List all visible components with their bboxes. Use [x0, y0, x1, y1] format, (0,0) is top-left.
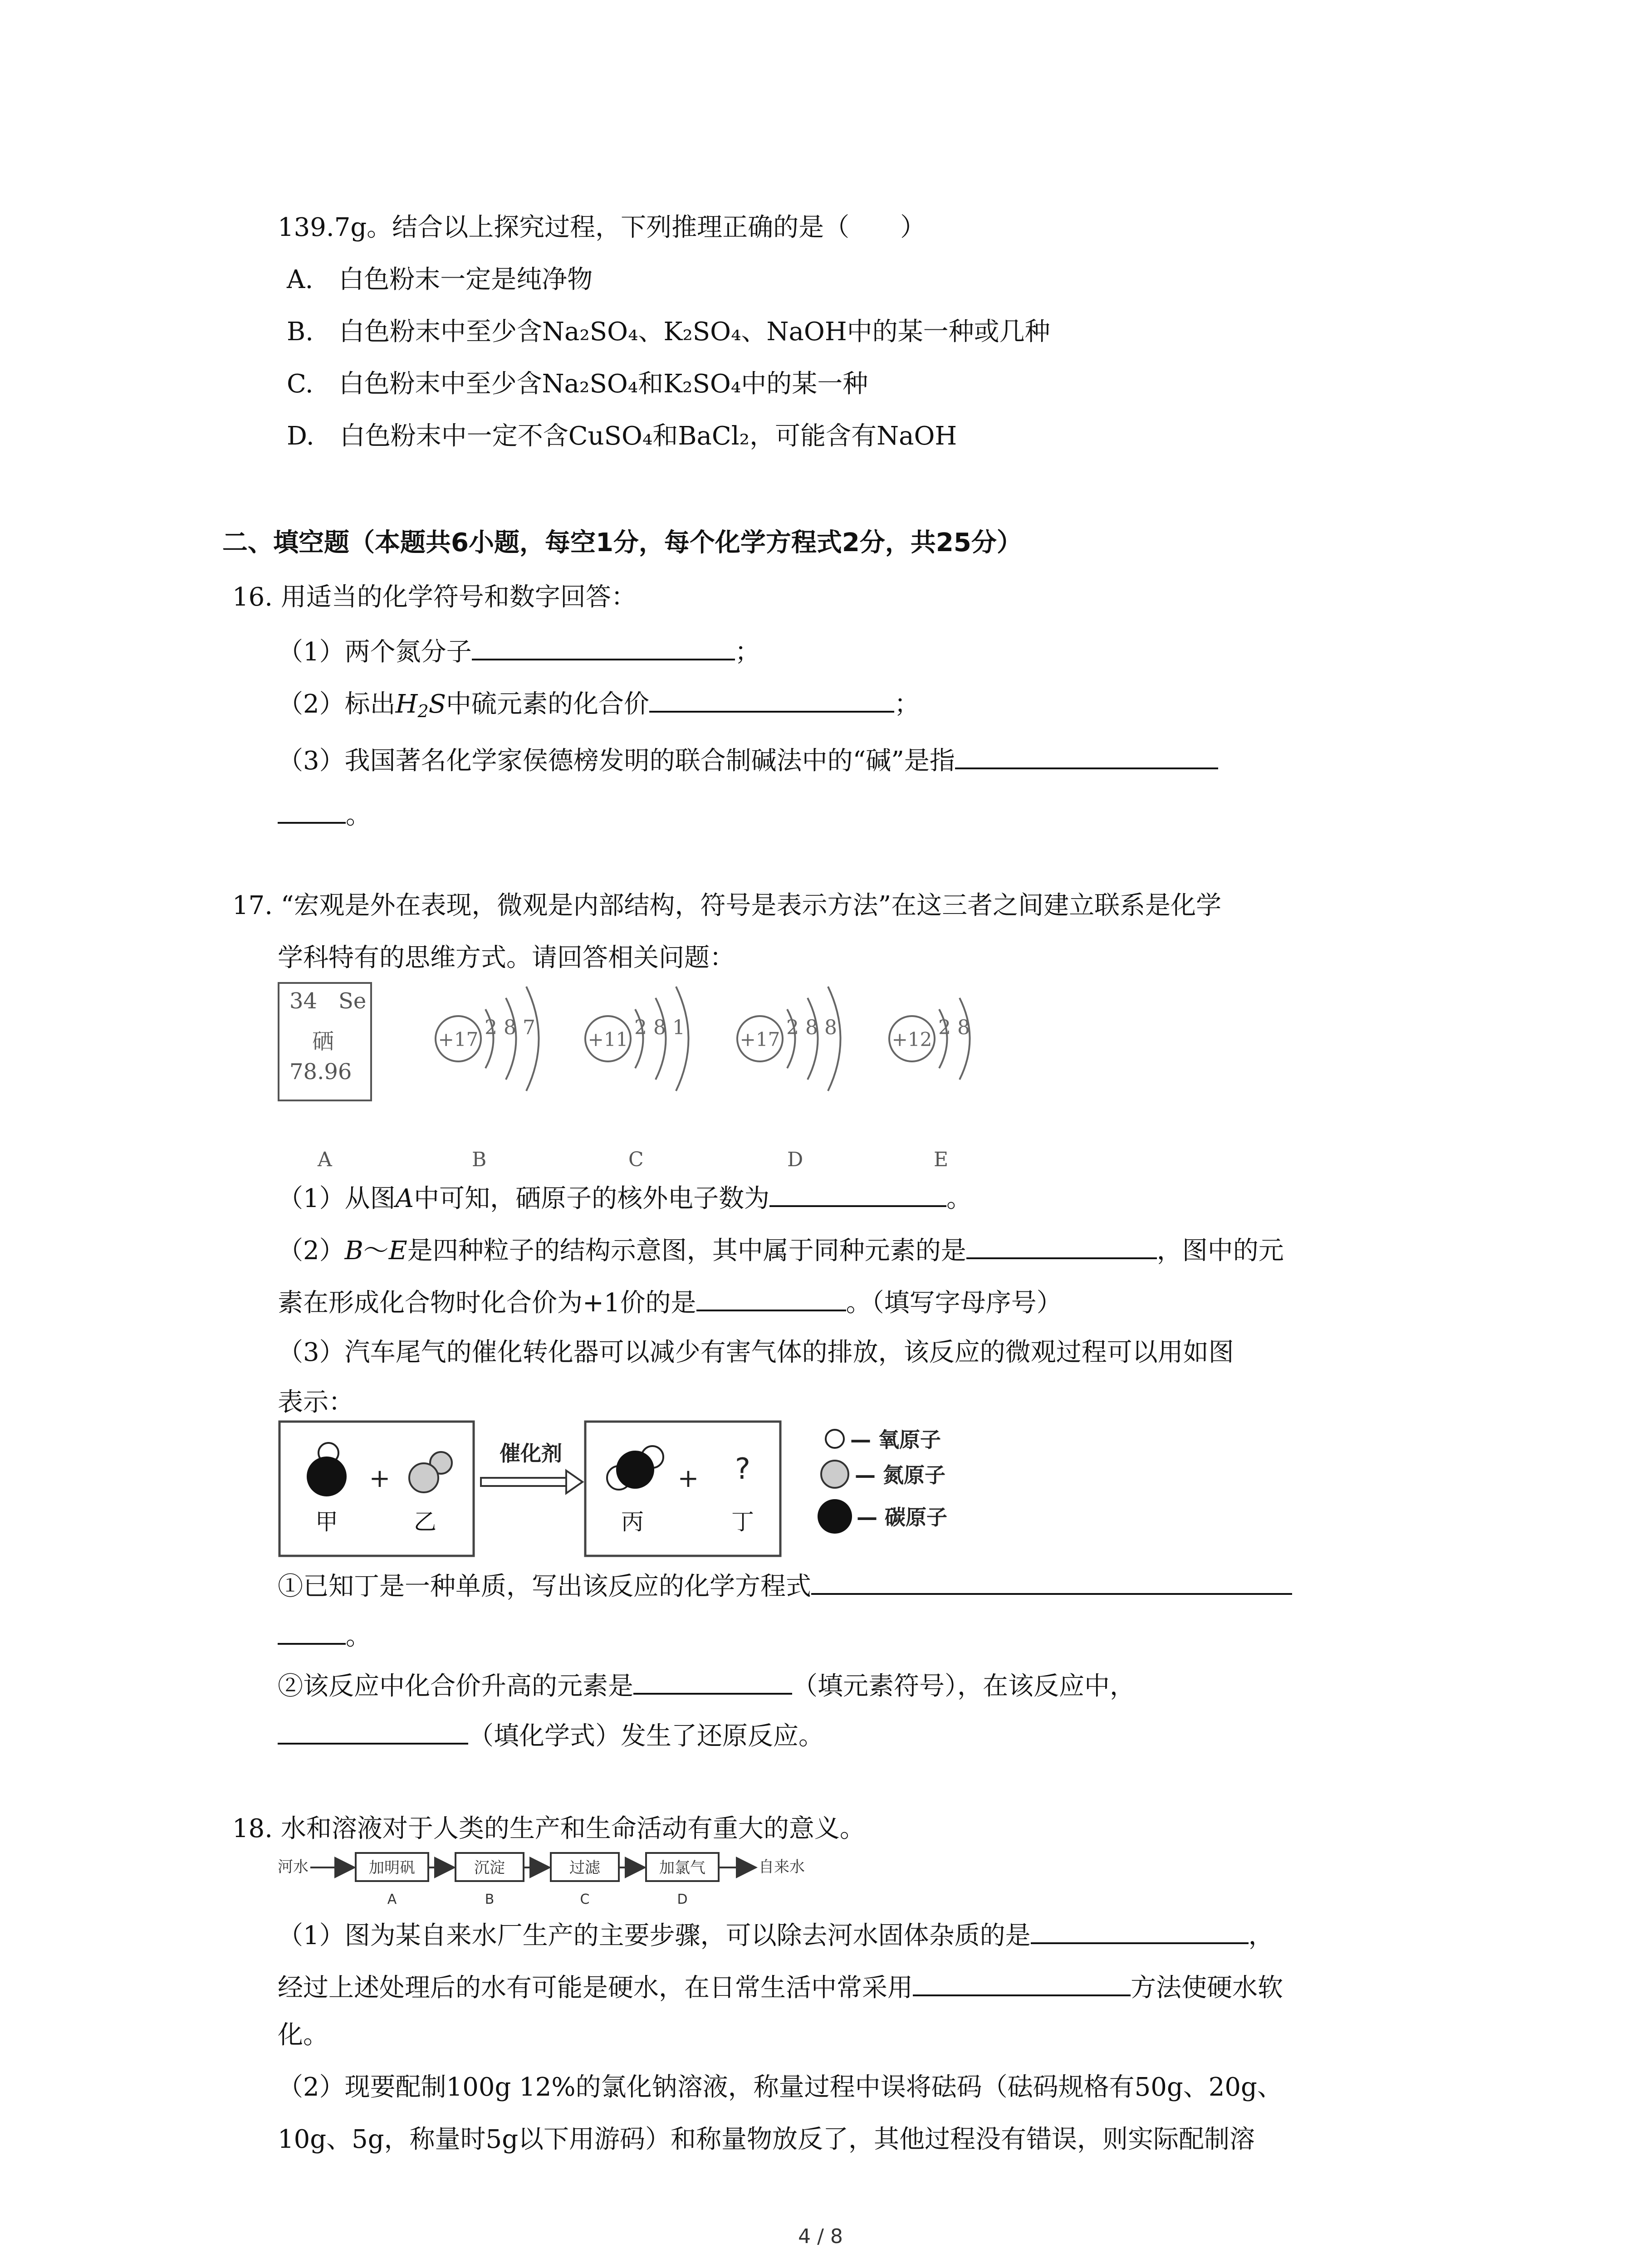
- q16-stem: 16. 用适当的化学符号和数字回答：: [232, 582, 637, 612]
- q16-part3-cont: [278, 798, 371, 830]
- q17-part1-end: 。: [946, 1184, 972, 1213]
- q17-part2-text-b: 是四种粒子的结构示意图，其中属于同种元素的是: [407, 1236, 966, 1266]
- answer-blank[interactable]: [649, 687, 894, 713]
- answer-blank[interactable]: [913, 1971, 1131, 1996]
- q17-part2: （2）B～E是四种粒子的结构示意图，其中属于同种元素的是 ，图中的元: [278, 1234, 1284, 1266]
- label-jia: 甲: [315, 1509, 338, 1535]
- q15-option-a: A. 白色粉末一定是纯净物: [287, 265, 593, 294]
- figure-label-b: B: [472, 1148, 487, 1171]
- q17-c2-cont: [278, 1719, 824, 1751]
- q16-part2-text-b: 中硫元素的化合价: [446, 689, 650, 719]
- italic-a: A: [395, 1184, 414, 1213]
- nucleus-e: +12: [892, 1028, 932, 1051]
- figure-label-c: C: [628, 1148, 644, 1171]
- answer-blank[interactable]: [472, 635, 735, 660]
- flow-end: 自来水: [759, 1858, 805, 1876]
- molecule-yi: [409, 1452, 452, 1492]
- flow-step-c: 过滤: [569, 1859, 600, 1877]
- flow-step-b: 沉淀: [474, 1859, 505, 1877]
- flow-letter-c: C: [580, 1892, 590, 1907]
- shells-d: 2 8 8: [786, 1016, 837, 1039]
- flow-step-a: 加明矾: [369, 1859, 415, 1877]
- q16-part2-text-a: （2）标出: [278, 689, 396, 719]
- nucleus-d: +17: [740, 1028, 780, 1051]
- atom-diagram-c: [585, 987, 689, 1091]
- atom-diagram-e: [889, 998, 970, 1080]
- legend-nitrogen-label: — 氮原子: [855, 1463, 946, 1487]
- element-name: 硒: [312, 1029, 334, 1054]
- q17-part2-text-a: （2）: [278, 1236, 345, 1266]
- label-bing: 丙: [621, 1509, 644, 1535]
- q16-part3-end: 。: [346, 801, 371, 830]
- reaction-arrow: [481, 1471, 583, 1493]
- q18-part2-line2: 10g、5g，称量时5g以下用游码）和称量物放反了，其他过程没有错误，则实际配制溶: [278, 2125, 1255, 2154]
- answer-blank[interactable]: [696, 1286, 846, 1311]
- q17-stem-line2: 学科特有的思维方式。请回答相关问题：: [278, 943, 735, 973]
- shells-b: 2 8 7: [485, 1016, 535, 1039]
- q18-part1-text-c: 经过上述处理后的水有可能是硬水，在日常生活中常采用: [278, 1973, 913, 2003]
- molecule-jia: [307, 1443, 347, 1496]
- element-symbol: Se: [338, 988, 367, 1014]
- answer-blank[interactable]: [278, 1719, 468, 1745]
- answer-blank[interactable]: [278, 1619, 346, 1645]
- q17-stem-line1: 17. “宏观是外在表现，微观是内部结构，符号是表示方法”在这三者之间建立联系是化学: [232, 891, 1222, 920]
- q17-c1: [278, 1569, 1292, 1601]
- catalyst-label: 催化剂: [500, 1441, 562, 1466]
- plus-sign: +: [369, 1464, 391, 1493]
- italic-range: B: [344, 1236, 363, 1266]
- legend-nitrogen-symbol: [821, 1461, 848, 1488]
- q18-part1-text-d: 方法使硬水软: [1131, 1973, 1283, 2003]
- q17-c1-text: ①已知丁是一种单质，写出该反应的化学方程式: [278, 1572, 811, 1601]
- q18-part2-line1: （2）现要配制100g 12%的氯化钠溶液，称量过程中误将砝码（砝码规格有50g、20g、: [278, 2072, 1283, 2102]
- q15-option-d: D. 白色粉末中一定不含CuSO₄和BaCl₂，可能含有NaOH: [287, 421, 957, 451]
- atom-structure-diagrams: [408, 966, 1043, 1116]
- q16-part1-end: ；: [735, 637, 760, 667]
- answer-blank[interactable]: [966, 1234, 1157, 1259]
- answer-blank[interactable]: [1031, 1919, 1249, 1944]
- q17-c2: [278, 1669, 1135, 1701]
- flow-start: 河水: [278, 1858, 309, 1876]
- q17-part3-line1: （3）汽车尾气的催化转化器可以减少有害气体的排放，该反应的微观过程可以用如图: [278, 1338, 1234, 1367]
- q17-part2-text-d: 素在形成化合物时化合价为+1价的是: [278, 1288, 696, 1318]
- answer-blank[interactable]: [955, 744, 1218, 769]
- flow-step-d: 加氯气: [659, 1859, 705, 1877]
- page-number: 4 / 8: [798, 2225, 843, 2248]
- answer-blank[interactable]: [811, 1569, 1292, 1595]
- flow-letter-a: A: [387, 1892, 397, 1907]
- figure-label-d: D: [787, 1148, 803, 1171]
- q17-c2-text-c: （填化学式）发生了还原反应。: [468, 1721, 824, 1751]
- answer-blank[interactable]: [633, 1669, 792, 1695]
- atomic-number: 34: [289, 988, 318, 1014]
- q16-part2-end: ；: [894, 689, 920, 719]
- plus-sign: +: [677, 1464, 699, 1493]
- q18-part1-text-b: ，: [1248, 1921, 1274, 1950]
- flow-letter-b: B: [485, 1892, 495, 1907]
- legend-carbon-symbol: [818, 1499, 852, 1534]
- element-card-selenium: [278, 982, 372, 1101]
- q16-part1-text: （1）两个氮分子: [278, 637, 472, 667]
- legend-carbon-label: — 碳原子: [857, 1505, 948, 1530]
- q18-part1-cont: [278, 1971, 1283, 2003]
- shells-e: 2 8: [938, 1016, 970, 1039]
- water-treatment-flow: [278, 1848, 922, 1907]
- answer-blank[interactable]: [278, 798, 346, 824]
- q17-c1-end: 。: [346, 1622, 371, 1651]
- legend-oxygen-symbol: [826, 1430, 844, 1448]
- q18-part1-end: 化。: [278, 2020, 328, 2050]
- flow-letter-d: D: [677, 1892, 688, 1907]
- q17-part2-text-e: 。（填写字母序号）: [846, 1288, 1062, 1318]
- q16-part3: [278, 744, 1218, 776]
- q15-option-c: C. 白色粉末中至少含Na₂SO₄和K₂SO₄中的某一种: [287, 369, 868, 399]
- q17-part1-text-b: 中可知，硒原子的核外电子数为: [414, 1184, 770, 1213]
- q16-part1: [278, 635, 760, 667]
- answer-blank[interactable]: [769, 1182, 946, 1207]
- nucleus-b: +17: [438, 1028, 479, 1051]
- shells-c: 2 8 1: [634, 1016, 685, 1039]
- label-ding: 丁: [731, 1509, 754, 1535]
- reaction-diagram: [278, 1420, 985, 1560]
- unknown-product: ?: [735, 1452, 750, 1486]
- q17-part1-text-a: （1）从图: [278, 1184, 396, 1213]
- q17-c1-cont: [278, 1619, 371, 1651]
- q18-part1: [278, 1919, 1274, 1950]
- atom-diagram-d: [737, 987, 841, 1091]
- figure-label-a: A: [318, 1148, 332, 1171]
- q15-option-b: B. 白色粉末中至少含Na₂SO₄、K₂SO₄、NaOH中的某一种或几种: [287, 317, 1050, 347]
- legend-oxygen-label: — 氧原子: [850, 1427, 941, 1452]
- q17-c2-text-b: （填元素符号），在该反应中，: [792, 1672, 1135, 1701]
- label-yi: 乙: [414, 1509, 436, 1535]
- q18-part1-text-a: （1）图为某自来水厂生产的主要步骤，可以除去河水固体杂质的是: [278, 1921, 1031, 1950]
- q16-part2: [278, 687, 920, 719]
- q16-part3-text: （3）我国著名化学家侯德榜发明的联合制碱法中的“碱”是指: [278, 746, 955, 776]
- section-title: 二、填空题（本题共6小题，每空1分，每个化学方程式2分，共25分）: [222, 528, 1022, 557]
- q17-part2-cont: [278, 1286, 1062, 1318]
- formula-h2s: $H_2S$: [395, 689, 446, 721]
- atom-diagram-b: [436, 987, 539, 1091]
- italic-e: E: [388, 1236, 407, 1266]
- q17-part1: [278, 1182, 972, 1213]
- legend: [818, 1427, 947, 1534]
- q17-c2-text-a: ②该反应中化合价升高的元素是: [278, 1672, 633, 1701]
- q17-part2-text-c: ，图中的元: [1156, 1236, 1284, 1266]
- q15-stem-tail: 139.7g。结合以上探究过程，下列推理正确的是（ ）: [278, 213, 926, 242]
- q17-part3-line2: 表示：: [278, 1388, 354, 1417]
- atomic-mass: 78.96: [289, 1059, 352, 1085]
- figure-label-e: E: [934, 1148, 949, 1171]
- molecule-bing: [607, 1446, 663, 1490]
- q18-stem: 18. 水和溶液对于人类的生产和生命活动有重大的意义。: [232, 1814, 865, 1843]
- nucleus-c: +11: [588, 1028, 628, 1051]
